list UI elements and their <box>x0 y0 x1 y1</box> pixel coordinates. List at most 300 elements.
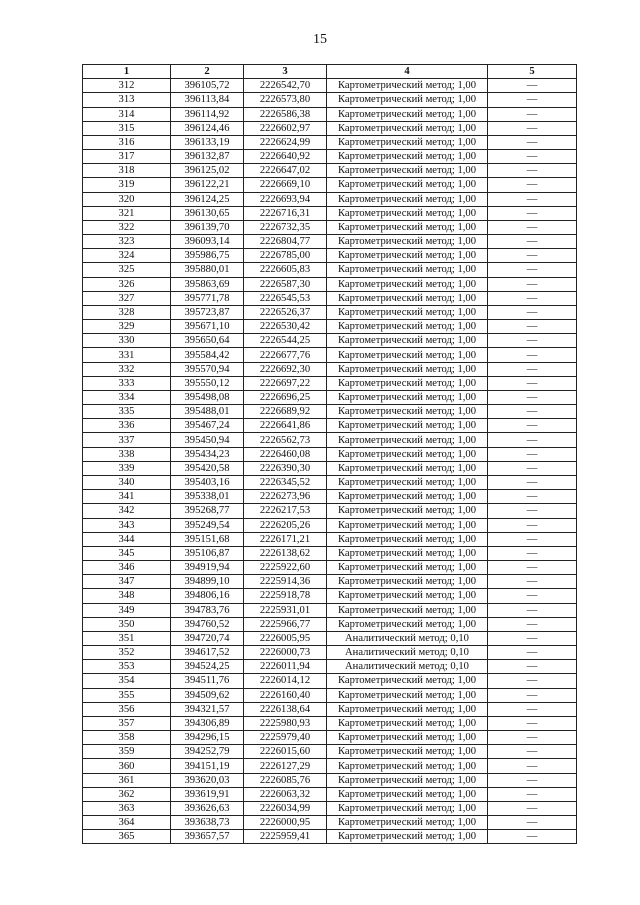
table-row <box>83 320 577 334</box>
y-coordinate-cell: 2226160,40 <box>244 688 327 702</box>
y-coordinate-cell: 2225959,41 <box>244 830 327 844</box>
point-number-cell: 360 <box>83 759 171 773</box>
y-coordinate-cell: 2226542,70 <box>244 79 327 93</box>
point-number-cell: 315 <box>83 121 171 135</box>
point-number-cell: 317 <box>83 150 171 164</box>
method-accuracy-cell: Картометрический метод; 1,00 <box>327 801 488 815</box>
table-row <box>83 433 577 447</box>
description-cell: — <box>488 759 577 773</box>
x-coordinate-cell: 395863,69 <box>171 277 244 291</box>
y-coordinate-cell: 2226063,32 <box>244 787 327 801</box>
y-coordinate-cell: 2226014,12 <box>244 674 327 688</box>
x-coordinate-cell: 395249,54 <box>171 518 244 532</box>
table-row <box>83 773 577 787</box>
y-coordinate-cell: 2226785,00 <box>244 249 327 263</box>
point-number-cell: 364 <box>83 816 171 830</box>
method-accuracy-cell: Картометрический метод; 1,00 <box>327 518 488 532</box>
table-row <box>83 178 577 192</box>
x-coordinate-cell: 393638,73 <box>171 816 244 830</box>
x-coordinate-cell: 395771,78 <box>171 291 244 305</box>
y-coordinate-cell: 2226693,94 <box>244 192 327 206</box>
point-number-cell: 362 <box>83 787 171 801</box>
method-accuracy-cell: Картометрический метод; 1,00 <box>327 575 488 589</box>
table-row <box>83 731 577 745</box>
x-coordinate-cell: 396113,84 <box>171 93 244 107</box>
table-row <box>83 150 577 164</box>
description-cell: — <box>488 575 577 589</box>
table-row <box>83 107 577 121</box>
y-coordinate-cell: 2226085,76 <box>244 773 327 787</box>
x-coordinate-cell: 394524,25 <box>171 660 244 674</box>
table-row <box>83 660 577 674</box>
description-cell: — <box>488 206 577 220</box>
point-number-cell: 356 <box>83 702 171 716</box>
description-cell: — <box>488 291 577 305</box>
y-coordinate-cell: 2226530,42 <box>244 320 327 334</box>
table-row <box>83 830 577 844</box>
method-accuracy-cell: Картометрический метод; 1,00 <box>327 334 488 348</box>
description-cell: — <box>488 79 577 93</box>
method-accuracy-cell: Картометрический метод; 1,00 <box>327 504 488 518</box>
method-accuracy-cell: Картометрический метод; 1,00 <box>327 164 488 178</box>
description-cell: — <box>488 518 577 532</box>
x-coordinate-cell: 396093,14 <box>171 235 244 249</box>
method-accuracy-cell: Картометрический метод; 1,00 <box>327 121 488 135</box>
table-row <box>83 816 577 830</box>
x-coordinate-cell: 393657,57 <box>171 830 244 844</box>
method-accuracy-cell: Картометрический метод; 1,00 <box>327 603 488 617</box>
method-accuracy-cell: Картометрический метод; 1,00 <box>327 787 488 801</box>
y-coordinate-cell: 2226697,22 <box>244 376 327 390</box>
point-number-cell: 320 <box>83 192 171 206</box>
point-number-cell: 329 <box>83 320 171 334</box>
x-coordinate-cell: 395723,87 <box>171 305 244 319</box>
y-coordinate-cell: 2226677,76 <box>244 348 327 362</box>
y-coordinate-cell: 2226640,92 <box>244 150 327 164</box>
method-accuracy-cell: Картометрический метод; 1,00 <box>327 830 488 844</box>
x-coordinate-cell: 395403,16 <box>171 475 244 489</box>
description-cell: — <box>488 504 577 518</box>
x-coordinate-cell: 395151,68 <box>171 532 244 546</box>
y-coordinate-cell: 2226587,30 <box>244 277 327 291</box>
y-coordinate-cell: 2226217,53 <box>244 504 327 518</box>
description-cell: — <box>488 390 577 404</box>
description-cell: — <box>488 334 577 348</box>
point-number-cell: 333 <box>83 376 171 390</box>
point-number-cell: 343 <box>83 518 171 532</box>
table-row <box>83 164 577 178</box>
method-accuracy-cell: Картометрический метод; 1,00 <box>327 320 488 334</box>
point-number-cell: 324 <box>83 249 171 263</box>
x-coordinate-cell: 394252,79 <box>171 745 244 759</box>
table-row <box>83 291 577 305</box>
point-number-cell: 321 <box>83 206 171 220</box>
table-row <box>83 263 577 277</box>
method-accuracy-cell: Картометрический метод; 1,00 <box>327 362 488 376</box>
x-coordinate-cell: 394306,89 <box>171 716 244 730</box>
description-cell: — <box>488 433 577 447</box>
x-coordinate-cell: 395420,58 <box>171 461 244 475</box>
y-coordinate-cell: 2225980,93 <box>244 716 327 730</box>
x-coordinate-cell: 396124,25 <box>171 192 244 206</box>
method-accuracy-cell: Картометрический метод; 1,00 <box>327 263 488 277</box>
table-row <box>83 589 577 603</box>
method-accuracy-cell: Картометрический метод; 1,00 <box>327 716 488 730</box>
point-number-cell: 314 <box>83 107 171 121</box>
method-accuracy-cell: Картометрический метод; 1,00 <box>327 561 488 575</box>
point-number-cell: 361 <box>83 773 171 787</box>
description-cell: — <box>488 405 577 419</box>
description-cell: — <box>488 164 577 178</box>
description-cell: — <box>488 277 577 291</box>
table-row <box>83 334 577 348</box>
header-cell-2: 2 <box>171 65 244 79</box>
description-cell: — <box>488 816 577 830</box>
x-coordinate-cell: 394296,15 <box>171 731 244 745</box>
point-number-cell: 342 <box>83 504 171 518</box>
method-accuracy-cell: Картометрический метод; 1,00 <box>327 589 488 603</box>
point-number-cell: 341 <box>83 490 171 504</box>
point-number-cell: 354 <box>83 674 171 688</box>
point-number-cell: 346 <box>83 561 171 575</box>
description-cell: — <box>488 135 577 149</box>
table-row <box>83 447 577 461</box>
method-accuracy-cell: Картометрический метод; 1,00 <box>327 419 488 433</box>
table-row <box>83 376 577 390</box>
description-cell: — <box>488 447 577 461</box>
y-coordinate-cell: 2226696,25 <box>244 390 327 404</box>
point-number-cell: 319 <box>83 178 171 192</box>
description-cell: — <box>488 646 577 660</box>
point-number-cell: 316 <box>83 135 171 149</box>
table-row <box>83 716 577 730</box>
description-cell: — <box>488 603 577 617</box>
method-accuracy-cell: Картометрический метод; 1,00 <box>327 150 488 164</box>
description-cell: — <box>488 532 577 546</box>
point-number-cell: 355 <box>83 688 171 702</box>
table-row <box>83 631 577 645</box>
description-cell: — <box>488 150 577 164</box>
description-cell: — <box>488 688 577 702</box>
method-accuracy-cell: Картометрический метод; 1,00 <box>327 249 488 263</box>
description-cell: — <box>488 475 577 489</box>
description-cell: — <box>488 589 577 603</box>
point-number-cell: 322 <box>83 220 171 234</box>
table-body <box>83 79 577 844</box>
point-number-cell: 337 <box>83 433 171 447</box>
y-coordinate-cell: 2226562,73 <box>244 433 327 447</box>
point-number-cell: 365 <box>83 830 171 844</box>
y-coordinate-cell: 2226390,30 <box>244 461 327 475</box>
page-number: 15 <box>313 32 327 47</box>
point-number-cell: 334 <box>83 390 171 404</box>
table-row <box>83 461 577 475</box>
table-row <box>83 475 577 489</box>
description-cell: — <box>488 660 577 674</box>
table-row <box>83 121 577 135</box>
table-row <box>83 702 577 716</box>
method-accuracy-cell: Картометрический метод; 1,00 <box>327 731 488 745</box>
x-coordinate-cell: 395338,01 <box>171 490 244 504</box>
method-accuracy-cell: Картометрический метод; 1,00 <box>327 688 488 702</box>
y-coordinate-cell: 2226345,52 <box>244 475 327 489</box>
table-row <box>83 646 577 660</box>
y-coordinate-cell: 2226460,08 <box>244 447 327 461</box>
y-coordinate-cell: 2226526,37 <box>244 305 327 319</box>
description-cell: — <box>488 787 577 801</box>
y-coordinate-cell: 2226544,25 <box>244 334 327 348</box>
x-coordinate-cell: 394783,76 <box>171 603 244 617</box>
method-accuracy-cell: Картометрический метод; 1,00 <box>327 447 488 461</box>
y-coordinate-cell: 2226605,83 <box>244 263 327 277</box>
point-number-cell: 350 <box>83 617 171 631</box>
table-row <box>83 362 577 376</box>
description-cell: — <box>488 305 577 319</box>
point-number-cell: 351 <box>83 631 171 645</box>
method-accuracy-cell: Картометрический метод; 1,00 <box>327 291 488 305</box>
y-coordinate-cell: 2226602,97 <box>244 121 327 135</box>
point-number-cell: 348 <box>83 589 171 603</box>
point-number-cell: 327 <box>83 291 171 305</box>
coordinates-table <box>82 64 577 844</box>
table-row <box>83 79 577 93</box>
table-row <box>83 249 577 263</box>
table-row <box>83 532 577 546</box>
description-cell: — <box>488 617 577 631</box>
y-coordinate-cell: 2226692,30 <box>244 362 327 376</box>
point-number-cell: 340 <box>83 475 171 489</box>
table-row <box>83 546 577 560</box>
method-accuracy-cell: Картометрический метод; 1,00 <box>327 405 488 419</box>
y-coordinate-cell: 2226573,80 <box>244 93 327 107</box>
y-coordinate-cell: 2226138,64 <box>244 702 327 716</box>
x-coordinate-cell: 394760,52 <box>171 617 244 631</box>
point-number-cell: 331 <box>83 348 171 362</box>
description-cell: — <box>488 561 577 575</box>
x-coordinate-cell: 396105,72 <box>171 79 244 93</box>
table-row <box>83 348 577 362</box>
method-accuracy-cell: Картометрический метод; 1,00 <box>327 135 488 149</box>
method-accuracy-cell: Картометрический метод; 1,00 <box>327 305 488 319</box>
y-coordinate-cell: 2225931,01 <box>244 603 327 617</box>
description-cell: — <box>488 801 577 815</box>
table-row <box>83 206 577 220</box>
method-accuracy-cell: Картометрический метод; 1,00 <box>327 107 488 121</box>
point-number-cell: 318 <box>83 164 171 178</box>
description-cell: — <box>488 235 577 249</box>
method-accuracy-cell: Картометрический метод; 1,00 <box>327 206 488 220</box>
point-number-cell: 363 <box>83 801 171 815</box>
point-number-cell: 313 <box>83 93 171 107</box>
y-coordinate-cell: 2226689,92 <box>244 405 327 419</box>
point-number-cell: 335 <box>83 405 171 419</box>
y-coordinate-cell: 2226000,95 <box>244 816 327 830</box>
point-number-cell: 352 <box>83 646 171 660</box>
x-coordinate-cell: 395498,08 <box>171 390 244 404</box>
x-coordinate-cell: 396124,46 <box>171 121 244 135</box>
table-row <box>83 575 577 589</box>
point-number-cell: 357 <box>83 716 171 730</box>
x-coordinate-cell: 394617,52 <box>171 646 244 660</box>
x-coordinate-cell: 395106,87 <box>171 546 244 560</box>
y-coordinate-cell: 2226624,99 <box>244 135 327 149</box>
table-row <box>83 504 577 518</box>
description-cell: — <box>488 731 577 745</box>
table-row <box>83 745 577 759</box>
method-accuracy-cell: Картометрический метод; 1,00 <box>327 433 488 447</box>
method-accuracy-cell: Картометрический метод; 1,00 <box>327 674 488 688</box>
y-coordinate-cell: 2226034,99 <box>244 801 327 815</box>
method-accuracy-cell: Картометрический метод; 1,00 <box>327 390 488 404</box>
point-number-cell: 312 <box>83 79 171 93</box>
header-cell-1: 1 <box>83 65 171 79</box>
y-coordinate-cell: 2225922,60 <box>244 561 327 575</box>
description-cell: — <box>488 348 577 362</box>
method-accuracy-cell: Картометрический метод; 1,00 <box>327 192 488 206</box>
table-row <box>83 390 577 404</box>
description-cell: — <box>488 220 577 234</box>
point-number-cell: 336 <box>83 419 171 433</box>
table-row <box>83 518 577 532</box>
x-coordinate-cell: 395584,42 <box>171 348 244 362</box>
table-row <box>83 235 577 249</box>
point-number-cell: 345 <box>83 546 171 560</box>
description-cell: — <box>488 716 577 730</box>
x-coordinate-cell: 395488,01 <box>171 405 244 419</box>
description-cell: — <box>488 830 577 844</box>
x-coordinate-cell: 394509,62 <box>171 688 244 702</box>
x-coordinate-cell: 395550,12 <box>171 376 244 390</box>
table-row <box>83 305 577 319</box>
table-row <box>83 787 577 801</box>
method-accuracy-cell: Картометрический метод; 1,00 <box>327 93 488 107</box>
y-coordinate-cell: 2225918,78 <box>244 589 327 603</box>
method-accuracy-cell: Картометрический метод; 1,00 <box>327 816 488 830</box>
table-row <box>83 220 577 234</box>
method-accuracy-cell: Картометрический метод; 1,00 <box>327 220 488 234</box>
point-number-cell: 325 <box>83 263 171 277</box>
description-cell: — <box>488 674 577 688</box>
method-accuracy-cell: Картометрический метод; 1,00 <box>327 475 488 489</box>
method-accuracy-cell: Картометрический метод; 1,00 <box>327 745 488 759</box>
table-row <box>83 405 577 419</box>
header-cell-5: 5 <box>488 65 577 79</box>
y-coordinate-cell: 2226000,73 <box>244 646 327 660</box>
point-number-cell: 330 <box>83 334 171 348</box>
method-accuracy-cell: Аналитический метод; 0,10 <box>327 660 488 674</box>
x-coordinate-cell: 394806,16 <box>171 589 244 603</box>
y-coordinate-cell: 2225914,36 <box>244 575 327 589</box>
y-coordinate-cell: 2226205,26 <box>244 518 327 532</box>
point-number-cell: 359 <box>83 745 171 759</box>
method-accuracy-cell: Картометрический метод; 1,00 <box>327 617 488 631</box>
x-coordinate-cell: 394720,74 <box>171 631 244 645</box>
table-row <box>83 617 577 631</box>
point-number-cell: 338 <box>83 447 171 461</box>
y-coordinate-cell: 2226005,95 <box>244 631 327 645</box>
x-coordinate-cell: 395671,10 <box>171 320 244 334</box>
method-accuracy-cell: Картометрический метод; 1,00 <box>327 546 488 560</box>
x-coordinate-cell: 395450,94 <box>171 433 244 447</box>
x-coordinate-cell: 396130,65 <box>171 206 244 220</box>
method-accuracy-cell: Аналитический метод; 0,10 <box>327 646 488 660</box>
x-coordinate-cell: 396122,21 <box>171 178 244 192</box>
point-number-cell: 332 <box>83 362 171 376</box>
table-row <box>83 674 577 688</box>
description-cell: — <box>488 249 577 263</box>
description-cell: — <box>488 631 577 645</box>
point-number-cell: 326 <box>83 277 171 291</box>
method-accuracy-cell: Картометрический метод; 1,00 <box>327 79 488 93</box>
description-cell: — <box>488 178 577 192</box>
description-cell: — <box>488 419 577 433</box>
point-number-cell: 328 <box>83 305 171 319</box>
point-number-cell: 323 <box>83 235 171 249</box>
description-cell: — <box>488 263 577 277</box>
x-coordinate-cell: 395880,01 <box>171 263 244 277</box>
table-row <box>83 135 577 149</box>
description-cell: — <box>488 107 577 121</box>
method-accuracy-cell: Картометрический метод; 1,00 <box>327 461 488 475</box>
header-cell-3: 3 <box>244 65 327 79</box>
point-number-cell: 344 <box>83 532 171 546</box>
y-coordinate-cell: 2225979,40 <box>244 731 327 745</box>
description-cell: — <box>488 745 577 759</box>
x-coordinate-cell: 395434,23 <box>171 447 244 461</box>
x-coordinate-cell: 395986,75 <box>171 249 244 263</box>
y-coordinate-cell: 2226586,38 <box>244 107 327 121</box>
x-coordinate-cell: 396139,70 <box>171 220 244 234</box>
x-coordinate-cell: 394511,76 <box>171 674 244 688</box>
y-coordinate-cell: 2226804,77 <box>244 235 327 249</box>
description-cell: — <box>488 376 577 390</box>
method-accuracy-cell: Картометрический метод; 1,00 <box>327 376 488 390</box>
x-coordinate-cell: 394899,10 <box>171 575 244 589</box>
description-cell: — <box>488 93 577 107</box>
y-coordinate-cell: 2226011,94 <box>244 660 327 674</box>
x-coordinate-cell: 396114,92 <box>171 107 244 121</box>
x-coordinate-cell: 394321,57 <box>171 702 244 716</box>
x-coordinate-cell: 393620,03 <box>171 773 244 787</box>
header-row <box>83 65 577 79</box>
table-row <box>83 490 577 504</box>
y-coordinate-cell: 2226015,60 <box>244 745 327 759</box>
y-coordinate-cell: 2226171,21 <box>244 532 327 546</box>
table-row <box>83 192 577 206</box>
description-cell: — <box>488 546 577 560</box>
x-coordinate-cell: 396132,87 <box>171 150 244 164</box>
point-number-cell: 353 <box>83 660 171 674</box>
method-accuracy-cell: Картометрический метод; 1,00 <box>327 235 488 249</box>
method-accuracy-cell: Картометрический метод; 1,00 <box>327 490 488 504</box>
point-number-cell: 358 <box>83 731 171 745</box>
description-cell: — <box>488 320 577 334</box>
method-accuracy-cell: Картометрический метод; 1,00 <box>327 532 488 546</box>
method-accuracy-cell: Картометрический метод; 1,00 <box>327 702 488 716</box>
x-coordinate-cell: 395268,77 <box>171 504 244 518</box>
description-cell: — <box>488 461 577 475</box>
table-row <box>83 561 577 575</box>
y-coordinate-cell: 2226732,35 <box>244 220 327 234</box>
method-accuracy-cell: Аналитический метод; 0,10 <box>327 631 488 645</box>
y-coordinate-cell: 2226641,86 <box>244 419 327 433</box>
description-cell: — <box>488 192 577 206</box>
method-accuracy-cell: Картометрический метод; 1,00 <box>327 178 488 192</box>
x-coordinate-cell: 394919,94 <box>171 561 244 575</box>
header-cell-4: 4 <box>327 65 488 79</box>
table-row <box>83 93 577 107</box>
x-coordinate-cell: 395467,24 <box>171 419 244 433</box>
